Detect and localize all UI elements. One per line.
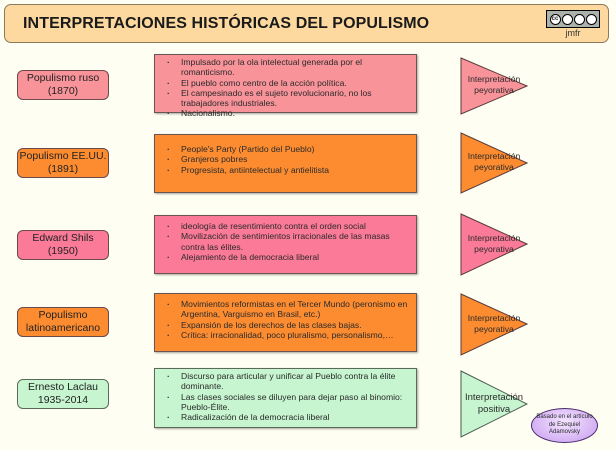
cc-license-badge [546,10,600,42]
description-item: · People's Party (Partido del Pueblo) [155,144,412,154]
interpretation-label: Interpretación [467,233,521,243]
period-label: Ernesto Laclau [27,381,99,393]
period-box-edward-shils [17,230,109,260]
period-box-populismo-latinoamericano [17,307,109,337]
description-box-ernesto-laclau [154,368,417,428]
description-item: · Las clases sociales se diluyen para dejar paso al binomio: Pueblo-Élite. [155,392,412,413]
description-item: · Impulsado por la ola intelectual generada por el romanticismo. [155,57,412,78]
author-label: jmfr [565,28,581,38]
description-item: · Granjeros pobres [155,154,412,164]
interpretation-type: peyorativa [474,162,514,172]
title-banner [4,4,609,43]
description-item: · Crítica: irracionalidad, poco pluralismo, personalismo,… [155,330,412,340]
interpretation-arrow-peyorativa [460,213,528,276]
description-item: · Radicalización de la democracia liberal [155,412,412,422]
description-item: · ideología de resentimiento contra el orden social [155,221,412,231]
period-label: Populismo ruso [26,72,100,84]
description-box-edward-shils [154,215,417,274]
interpretation-arrow-peyorativa [460,132,528,194]
interpretation-arrow-peyorativa [460,57,528,115]
page-title: INTERPRETACIONES HISTÓRICAS DEL POPULISMO [23,15,430,32]
period-box-populismo-eeuu [17,148,109,178]
description-item: · Nacionalismo. [155,108,412,118]
sa-icon [586,14,597,25]
description-item: · El pueblo como centro de la acción política. [155,78,412,88]
period-label: Edward Shils (1950) [32,232,94,257]
source-note-ellipse [531,408,598,443]
description-item: · Movilización de sentimientos irracionales de las masas contra las élites. [155,231,412,252]
description-item: · Discurso para articular y unificar al Pueblo contra la élite dominante. [155,371,412,392]
description-item: · El campesinado es el sujeto revolucionario, no los trabajadores industriales. [155,88,412,109]
interpretation-label: Interpretación [467,313,521,323]
interpretation-arrow-peyorativa [460,293,528,356]
interpretation-type: peyorativa [474,324,514,334]
by-icon [562,14,573,25]
interpretation-arrow-positiva [460,370,528,438]
period-box-populismo-ruso [17,70,109,100]
description-box-populismo-latinoamericano [154,293,417,352]
period-year: latinoamericano [25,322,101,334]
period-year: (1870) [47,85,79,97]
description-item: · Expansión de los derechos de las clases bajas. [155,320,412,330]
description-item: · Alejamiento de la democracia liberal [155,252,412,262]
nc-icon [574,14,585,25]
period-label: Populismo EE.UU. [19,150,107,162]
period-label: Populismo [38,309,88,321]
interpretation-type: peyorativa [474,244,514,254]
period-year: 1935-2014 [37,394,89,406]
description-box-populismo-eeuu [154,134,417,193]
interpretation-label: Interpretación [464,392,524,403]
source-note-text: Basado en el artículo de Ezequiel Adamovsky [536,414,593,436]
cc-badge-strip [546,10,600,28]
cc-icon: cc [550,14,561,25]
description-item: · Progresista, antiintelectual y antielitista [155,165,412,175]
interpretation-type: positiva [477,404,511,415]
interpretation-label: Interpretación [467,74,521,84]
interpretation-label: Interpretación [467,151,521,161]
period-box-ernesto-laclau [17,379,109,409]
description-box-populismo-ruso [154,54,417,119]
description-item: · Movimientos reformistas en el Tercer Mundo (peronismo en Argentina, Varguismo en Brasil, etc.) [155,299,412,320]
interpretation-type: peyorativa [474,85,514,95]
period-year: (1891) [47,163,79,175]
